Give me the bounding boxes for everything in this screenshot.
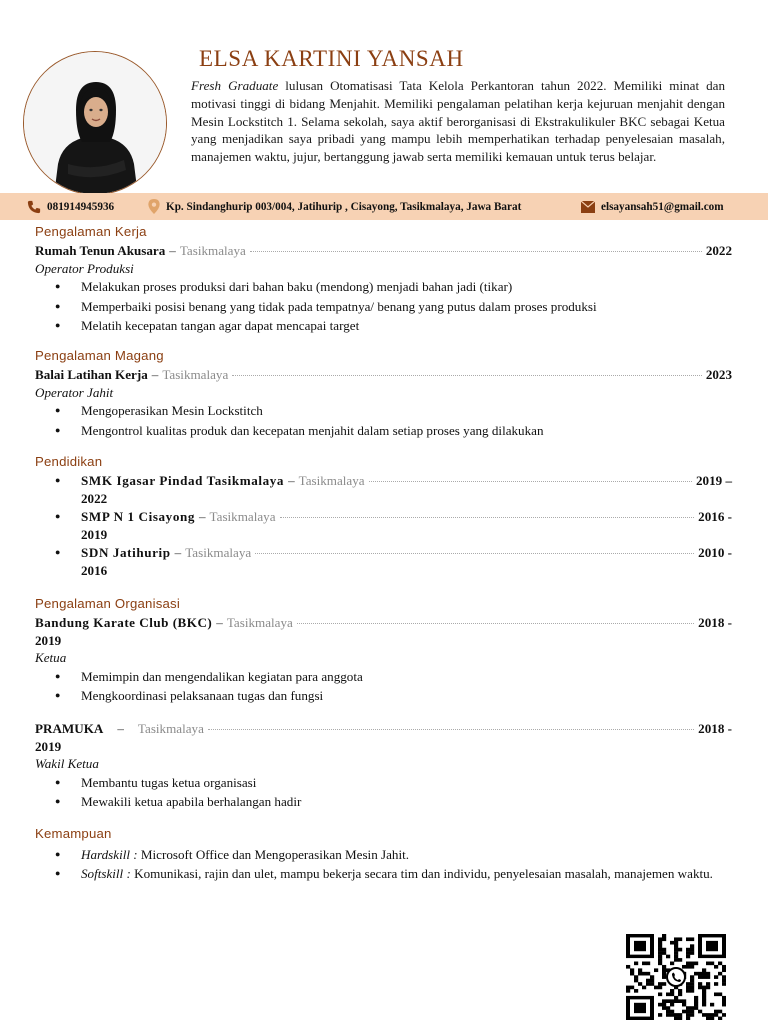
list-item: ● Memperbaiki posisi benang yang tidak pada tempatnya/ benang yang putus dalam proses produksi bbox=[35, 297, 732, 316]
contact-email[interactable] bbox=[581, 193, 724, 220]
profile-photo bbox=[23, 51, 167, 195]
org-location: Tasikmalaya bbox=[226, 615, 293, 630]
org-role: Ketua bbox=[35, 650, 67, 666]
org-year-end: 2019 bbox=[35, 632, 62, 648]
softskill-text: Komunikasi, rajin dan ulet, mampu bekerja secara tim dan individu, penyelesaian masalah, manajemen waktu. bbox=[134, 866, 713, 882]
skills-list bbox=[35, 845, 732, 884]
edu-dash: – bbox=[174, 545, 182, 561]
leader-dots bbox=[297, 623, 694, 624]
contact-bar bbox=[0, 193, 768, 220]
list-item: ● Mengkoordinasi pelaksanaan tugas dan fungsi bbox=[35, 686, 732, 705]
section-title-skills: Kemampuan bbox=[35, 826, 112, 841]
org-year-end: 2019 bbox=[35, 738, 62, 754]
summary-text: lulusan Otomatisasi Tata Kelola Perkantoran tahun 2022. Memiliki minat dan motivasi tinggi di bidang Menjahit. Memiliki pengalaman pelatihan kerja kejuruan menjahit dengan Mesin Lockstitch 1. Selama sekolah, saya aktif berorganisasi di Ekstrakulikuler BKC sebagai Ketua yang menjadikan saya pribadi yang mampu lebih memperhatikan terhadap penyelesaian masalah, manajemen waktu, jujur, bertanggung jawab serta memiliki kemauan untuk terus belajar. bbox=[191, 78, 725, 165]
org-year-start: 2018 - bbox=[698, 615, 732, 630]
education-item bbox=[35, 508, 732, 543]
work-bullets bbox=[35, 277, 732, 335]
education-items bbox=[35, 472, 732, 580]
list-item: ● Membantu tugas ketua organisasi bbox=[35, 773, 732, 792]
section-title-intern: Pengalaman Magang bbox=[35, 348, 164, 363]
address-text: Kp. Sindanghurip 003/004, Jatihurip , Cisayong, Tasikmalaya, Jawa Barat bbox=[166, 200, 522, 213]
hardskill-label: Hardskill : bbox=[81, 847, 138, 862]
edu-dash: – bbox=[199, 509, 206, 525]
work-location: Tasikmalaya bbox=[179, 243, 246, 258]
work-entry bbox=[35, 242, 732, 335]
edu-location: Tasikmalaya bbox=[209, 509, 276, 525]
edu-location: Tasikmalaya bbox=[298, 473, 365, 488]
intern-entry bbox=[35, 366, 732, 440]
intern-org: Balai Latihan Kerja bbox=[35, 367, 148, 382]
edu-org: ● SMP N 1 Cisayong bbox=[81, 509, 195, 525]
org-year-start: 2018 - bbox=[698, 721, 732, 736]
work-org: Rumah Tenun Akusara bbox=[35, 243, 166, 258]
org-name: PRAMUKA bbox=[35, 721, 104, 736]
list-item: ● Melakukan proses produksi dari bahan baku (mendong) menjadi bahan jadi (tikar) bbox=[35, 277, 732, 296]
org-name: Bandung Karate Club (BKC) bbox=[35, 615, 213, 630]
org-header bbox=[35, 614, 732, 632]
org-dash: – bbox=[216, 615, 223, 630]
edu-year-start: 2019 – bbox=[695, 473, 732, 488]
organization-entry bbox=[35, 720, 732, 812]
org-bullets bbox=[35, 667, 732, 706]
intern-bullets bbox=[35, 401, 732, 440]
education-header bbox=[81, 508, 732, 526]
edu-org: ● SDN Jatihurip bbox=[81, 545, 171, 561]
leader-dots bbox=[280, 517, 695, 518]
education-header bbox=[81, 472, 732, 490]
work-header bbox=[35, 242, 732, 260]
section-title-education: Pendidikan bbox=[35, 454, 103, 469]
qr-code-icon bbox=[626, 934, 726, 1020]
org-role: Wakil Ketua bbox=[35, 756, 99, 772]
leader-dots bbox=[208, 729, 694, 730]
leader-dots bbox=[232, 375, 702, 376]
intern-dash: – bbox=[151, 367, 159, 382]
edu-year-start: 2016 - bbox=[698, 509, 732, 525]
org-header bbox=[35, 720, 732, 738]
edu-dash: – bbox=[288, 473, 295, 488]
envelope-icon bbox=[581, 201, 595, 213]
section-title-work: Pengalaman Kerja bbox=[35, 224, 147, 239]
skill-hard bbox=[35, 845, 732, 864]
list-item: ● Melatih kecepatan tangan agar dapat mencapai target bbox=[35, 316, 732, 335]
qr-code[interactable] bbox=[626, 934, 726, 1020]
intern-location: Tasikmalaya bbox=[162, 367, 229, 382]
org-dash: – bbox=[117, 721, 124, 736]
list-item: ● Mengontrol kualitas produk dan kecepatan menjahit dalam setiap proses yang dilakukan bbox=[35, 421, 732, 440]
phone-icon bbox=[27, 200, 41, 214]
work-role: Operator Produksi bbox=[35, 260, 134, 276]
section-title-organization: Pengalaman Organisasi bbox=[35, 596, 180, 611]
contact-address bbox=[148, 193, 521, 220]
organization-entry bbox=[35, 614, 732, 706]
org-location: Tasikmalaya bbox=[137, 721, 204, 736]
org-bullets bbox=[35, 773, 732, 812]
intern-header bbox=[35, 366, 732, 384]
list-item: ● Mewakili ketua apabila berhalangan hadir bbox=[35, 792, 732, 811]
intern-role: Operator Jahit bbox=[35, 384, 114, 400]
education-header bbox=[81, 544, 732, 562]
edu-org: ● SMK Igasar Pindad Tasikmalaya bbox=[81, 473, 285, 488]
profile-summary bbox=[191, 77, 725, 166]
edu-year-end: 2022 bbox=[81, 490, 108, 506]
softskill-label: Softskill : bbox=[81, 866, 131, 882]
leader-dots bbox=[255, 553, 694, 554]
summary-lead: Fresh Graduate bbox=[191, 78, 279, 93]
hardskill-text: Microsoft Office dan Mengoperasikan Mesin Jahit. bbox=[140, 847, 410, 862]
work-dash: – bbox=[169, 243, 176, 258]
education-list bbox=[35, 472, 732, 580]
list-item: ● Mengoperasikan Mesin Lockstitch bbox=[35, 401, 732, 420]
contact-phone[interactable] bbox=[27, 193, 114, 220]
edu-year-end: 2016 bbox=[81, 562, 108, 578]
leader-dots bbox=[250, 251, 702, 252]
edu-year-end: 2019 bbox=[81, 526, 108, 542]
skills-items bbox=[35, 845, 732, 884]
list-item: ● Memimpin dan mengendalikan kegiatan para anggota bbox=[35, 667, 732, 686]
education-item bbox=[35, 472, 732, 507]
edu-year-start: 2010 - bbox=[698, 545, 732, 561]
intern-year: 2023 bbox=[705, 367, 732, 382]
edu-location: Tasikmalaya bbox=[185, 545, 252, 561]
person-silhouette-icon bbox=[24, 52, 167, 195]
location-pin-icon bbox=[148, 199, 160, 214]
education-item bbox=[35, 544, 732, 579]
leader-dots bbox=[369, 481, 692, 482]
phone-number: 081914945936 bbox=[47, 200, 115, 213]
candidate-name: ELSA KARTINI YANSAH bbox=[199, 46, 464, 71]
skill-soft bbox=[35, 864, 732, 883]
work-year: 2022 bbox=[705, 243, 732, 258]
email-address: elsayansah51@gmail.com bbox=[601, 200, 724, 213]
